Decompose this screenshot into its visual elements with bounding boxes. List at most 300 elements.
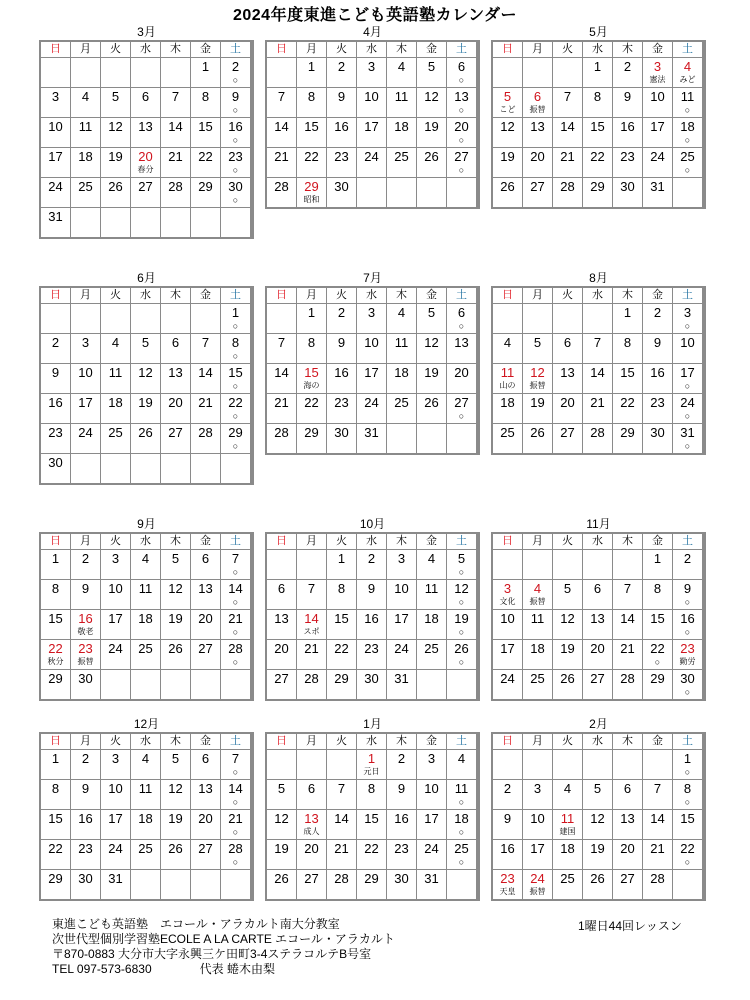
day-number: 15 <box>590 119 605 134</box>
month-grid <box>39 40 254 239</box>
day-cell <box>387 118 416 147</box>
day-cell <box>523 364 552 393</box>
day-number: 6 <box>307 781 316 796</box>
day-cell <box>673 148 702 177</box>
day-cell <box>297 178 326 207</box>
day-cell <box>673 780 702 809</box>
day-number: 15 <box>364 811 379 826</box>
day-number: 21 <box>228 811 243 826</box>
day-number: 20 <box>138 149 153 164</box>
day-number: 6 <box>171 335 180 350</box>
empty-cell <box>357 178 386 207</box>
day-cell <box>71 580 100 609</box>
day-number: 16 <box>334 119 349 134</box>
weekday-header: 日 <box>493 42 522 57</box>
day-number: 13 <box>198 781 213 796</box>
day-number: 6 <box>623 781 632 796</box>
day-cell <box>161 424 190 453</box>
day-number: 22 <box>650 641 665 656</box>
day-number: 20 <box>454 365 469 380</box>
day-number: 24 <box>364 149 379 164</box>
day-cell <box>71 870 100 899</box>
day-number: 12 <box>274 811 289 826</box>
day-cell <box>387 840 416 869</box>
day-cell <box>297 840 326 869</box>
day-cell <box>327 840 356 869</box>
month-label: 12月 <box>133 717 160 731</box>
day-cell <box>297 334 326 363</box>
day-cell <box>387 610 416 639</box>
day-cell <box>131 118 160 147</box>
empty-cell <box>101 670 130 699</box>
day-number: 9 <box>231 89 240 104</box>
day-cell <box>673 394 702 423</box>
day-cell <box>191 118 220 147</box>
school-info <box>52 917 395 977</box>
day-number: 18 <box>394 119 409 134</box>
day-number: 20 <box>590 641 605 656</box>
day-cell <box>493 640 522 669</box>
day-number: 20 <box>168 395 183 410</box>
weekday-header: 日 <box>41 288 70 303</box>
weekday-header: 火 <box>101 288 130 303</box>
day-cell <box>71 780 100 809</box>
weekday-header: 水 <box>583 734 612 749</box>
weekday-header: 水 <box>131 734 160 749</box>
lesson-mark: ○ <box>232 657 239 667</box>
day-cell <box>523 870 552 899</box>
day-number: 5 <box>111 89 120 104</box>
day-cell <box>493 394 522 423</box>
day-cell <box>327 640 356 669</box>
day-number: 23 <box>500 871 515 886</box>
day-number: 26 <box>530 425 545 440</box>
day-cell <box>267 640 296 669</box>
day-number: 17 <box>680 365 695 380</box>
day-cell <box>613 780 642 809</box>
weekday-header: 日 <box>41 42 70 57</box>
day-number: 5 <box>503 89 512 104</box>
day-cell <box>553 810 582 839</box>
day-cell <box>327 670 356 699</box>
day-cell <box>673 610 702 639</box>
weekday-header: 日 <box>41 534 70 549</box>
day-cell <box>417 640 446 669</box>
day-cell <box>493 334 522 363</box>
lesson-mark: ○ <box>232 827 239 837</box>
day-cell <box>417 780 446 809</box>
day-number: 1 <box>623 305 632 320</box>
day-cell <box>161 580 190 609</box>
empty-cell <box>161 670 190 699</box>
empty-cell <box>553 750 582 779</box>
weekday-header: 月 <box>523 734 552 749</box>
day-cell <box>221 780 250 809</box>
day-number: 31 <box>48 209 63 224</box>
day-number: 30 <box>78 871 93 886</box>
day-cell <box>101 810 130 839</box>
day-cell <box>327 58 356 87</box>
month-grid <box>265 532 480 701</box>
day-cell <box>583 580 612 609</box>
day-number: 18 <box>680 119 695 134</box>
day-cell <box>643 640 672 669</box>
day-number: 3 <box>683 305 692 320</box>
day-number: 13 <box>590 611 605 626</box>
day-number: 13 <box>530 119 545 134</box>
day-cell <box>131 364 160 393</box>
day-cell <box>417 304 446 333</box>
empty-cell <box>161 58 190 87</box>
day-number: 31 <box>424 871 439 886</box>
holiday-label: 憲法 <box>649 75 666 84</box>
day-number: 15 <box>334 611 349 626</box>
lesson-mark: ○ <box>232 567 239 577</box>
day-cell <box>357 334 386 363</box>
day-number: 6 <box>457 59 466 74</box>
lesson-mark: ○ <box>232 857 239 867</box>
empty-cell <box>71 58 100 87</box>
day-cell <box>297 580 326 609</box>
empty-cell <box>267 550 296 579</box>
day-cell <box>417 840 446 869</box>
day-cell <box>41 454 70 483</box>
day-cell <box>613 870 642 899</box>
day-cell <box>131 750 160 779</box>
day-number: 20 <box>620 841 635 856</box>
day-number: 3 <box>111 551 120 566</box>
day-number: 29 <box>198 179 213 194</box>
weekday-header: 木 <box>387 42 416 57</box>
day-number: 5 <box>427 59 436 74</box>
day-cell <box>357 870 386 899</box>
day-number: 22 <box>364 841 379 856</box>
day-cell <box>673 304 702 333</box>
day-number: 30 <box>48 455 63 470</box>
day-number: 25 <box>138 841 153 856</box>
day-number: 22 <box>680 841 695 856</box>
day-number: 28 <box>650 871 665 886</box>
lesson-mark: ○ <box>684 857 691 867</box>
day-number: 4 <box>111 335 120 350</box>
day-number: 6 <box>533 89 542 104</box>
day-number: 31 <box>650 179 665 194</box>
day-cell <box>583 334 612 363</box>
day-number: 9 <box>337 89 346 104</box>
holiday-label: 振替 <box>77 657 94 666</box>
day-cell <box>583 810 612 839</box>
day-cell <box>643 870 672 899</box>
day-number: 2 <box>337 59 346 74</box>
day-number: 15 <box>48 611 63 626</box>
weekday-header: 月 <box>523 42 552 57</box>
day-cell <box>553 334 582 363</box>
day-cell <box>357 424 386 453</box>
day-cell <box>327 304 356 333</box>
empty-cell <box>101 304 130 333</box>
day-cell <box>71 118 100 147</box>
empty-cell <box>673 870 702 899</box>
day-cell <box>673 670 702 699</box>
day-cell <box>387 670 416 699</box>
day-cell <box>553 118 582 147</box>
day-number: 14 <box>304 611 319 626</box>
day-cell <box>327 870 356 899</box>
day-number: 17 <box>364 119 379 134</box>
day-number: 23 <box>78 641 93 656</box>
day-number: 27 <box>138 179 153 194</box>
day-cell <box>327 580 356 609</box>
day-number: 3 <box>367 305 376 320</box>
day-number: 2 <box>397 751 406 766</box>
empty-cell <box>191 670 220 699</box>
day-number: 11 <box>530 611 545 626</box>
day-cell <box>553 148 582 177</box>
day-number: 17 <box>424 811 439 826</box>
weekday-header: 土 <box>447 534 476 549</box>
day-cell <box>387 550 416 579</box>
day-cell <box>357 750 386 779</box>
day-cell <box>387 58 416 87</box>
lesson-mark: ○ <box>232 597 239 607</box>
day-number: 27 <box>560 425 575 440</box>
day-cell <box>71 178 100 207</box>
day-number: 3 <box>367 59 376 74</box>
day-number: 22 <box>48 841 63 856</box>
day-cell <box>417 394 446 423</box>
day-number: 5 <box>427 305 436 320</box>
empty-cell <box>553 550 582 579</box>
day-number: 16 <box>650 365 665 380</box>
day-number: 19 <box>590 841 605 856</box>
empty-cell <box>191 208 220 237</box>
day-number: 4 <box>427 551 436 566</box>
day-number: 12 <box>560 611 575 626</box>
weekday-header: 土 <box>447 42 476 57</box>
day-number: 1 <box>307 305 316 320</box>
day-cell <box>523 580 552 609</box>
lesson-mark: ○ <box>232 195 239 205</box>
day-cell <box>673 424 702 453</box>
day-cell <box>101 550 130 579</box>
holiday-label: 振替 <box>529 597 546 606</box>
day-cell <box>673 840 702 869</box>
day-number: 17 <box>78 395 93 410</box>
day-number: 30 <box>334 425 349 440</box>
day-number: 11 <box>394 89 409 104</box>
day-number: 14 <box>620 611 635 626</box>
day-cell <box>131 148 160 177</box>
day-number: 24 <box>78 425 93 440</box>
day-number: 27 <box>620 871 635 886</box>
day-number: 7 <box>653 781 662 796</box>
day-number: 4 <box>533 581 542 596</box>
day-number: 30 <box>680 671 695 686</box>
holiday-label: 勤労 <box>679 657 696 666</box>
day-number: 11 <box>108 365 123 380</box>
lesson-mark: ○ <box>684 441 691 451</box>
weekday-header: 火 <box>553 42 582 57</box>
day-number: 31 <box>364 425 379 440</box>
weekday-header: 日 <box>267 42 296 57</box>
day-number: 21 <box>560 149 575 164</box>
day-number: 23 <box>680 641 695 656</box>
empty-cell <box>101 208 130 237</box>
day-cell <box>101 610 130 639</box>
day-number: 3 <box>503 581 512 596</box>
day-number: 10 <box>530 811 545 826</box>
lesson-mark: ○ <box>232 351 239 361</box>
holiday-label: 昭和 <box>303 195 320 204</box>
day-cell <box>41 178 70 207</box>
day-cell <box>493 88 522 117</box>
day-cell <box>417 610 446 639</box>
day-cell <box>643 810 672 839</box>
empty-cell <box>417 178 446 207</box>
day-cell <box>267 394 296 423</box>
weekday-header: 木 <box>161 734 190 749</box>
day-cell <box>553 88 582 117</box>
day-cell <box>417 750 446 779</box>
day-number: 9 <box>81 781 90 796</box>
day-cell <box>357 780 386 809</box>
lesson-mark: ○ <box>458 75 465 85</box>
day-number: 10 <box>680 335 695 350</box>
day-cell <box>297 88 326 117</box>
day-cell <box>387 148 416 177</box>
day-cell <box>357 58 386 87</box>
day-cell <box>71 810 100 839</box>
day-number: 1 <box>367 751 376 766</box>
day-number: 17 <box>48 149 63 164</box>
day-number: 30 <box>364 671 379 686</box>
day-cell <box>493 424 522 453</box>
day-cell <box>327 424 356 453</box>
day-number: 14 <box>228 581 243 596</box>
day-cell <box>643 364 672 393</box>
day-cell <box>161 118 190 147</box>
day-number: 2 <box>503 781 512 796</box>
day-cell <box>101 88 130 117</box>
day-cell <box>221 178 250 207</box>
day-cell <box>643 840 672 869</box>
day-number: 10 <box>108 581 123 596</box>
day-cell <box>267 424 296 453</box>
day-number: 16 <box>620 119 635 134</box>
empty-cell <box>131 670 160 699</box>
day-number: 14 <box>228 781 243 796</box>
day-number: 11 <box>680 89 695 104</box>
day-cell <box>161 840 190 869</box>
day-number: 16 <box>364 611 379 626</box>
day-cell <box>447 780 476 809</box>
day-cell <box>613 304 642 333</box>
day-cell <box>161 810 190 839</box>
day-number: 18 <box>138 611 153 626</box>
empty-cell <box>613 750 642 779</box>
day-number: 26 <box>168 641 183 656</box>
empty-cell <box>387 424 416 453</box>
day-cell <box>387 394 416 423</box>
day-number: 14 <box>590 365 605 380</box>
day-cell <box>327 178 356 207</box>
day-number: 13 <box>274 611 289 626</box>
day-number: 15 <box>48 811 63 826</box>
day-number: 7 <box>231 751 240 766</box>
weekday-header: 日 <box>267 734 296 749</box>
day-number: 31 <box>680 425 695 440</box>
day-cell <box>643 670 672 699</box>
phone-line: TEL 097-573-6830 代表 蜷木由梨 <box>52 962 275 976</box>
lesson-mark: ○ <box>232 441 239 451</box>
lesson-mark: ○ <box>458 597 465 607</box>
day-number: 20 <box>530 149 545 164</box>
empty-cell <box>267 750 296 779</box>
day-cell <box>131 640 160 669</box>
day-number: 11 <box>424 581 439 596</box>
weekday-header: 月 <box>71 734 100 749</box>
day-number: 26 <box>424 149 439 164</box>
day-cell <box>221 88 250 117</box>
day-cell <box>221 550 250 579</box>
day-number: 20 <box>198 611 213 626</box>
holiday-label: 振替 <box>529 105 546 114</box>
school-brand-line: 次世代型個別学習塾ECOLE A LA CARTE エコール・アラカルト <box>52 932 395 946</box>
day-number: 29 <box>228 425 243 440</box>
day-number: 6 <box>141 89 150 104</box>
day-cell <box>327 780 356 809</box>
day-number: 26 <box>168 841 183 856</box>
empty-cell <box>493 750 522 779</box>
day-cell <box>101 148 130 177</box>
month-label: 1月 <box>363 717 382 731</box>
empty-cell <box>447 424 476 453</box>
day-number: 17 <box>530 841 545 856</box>
day-cell <box>161 550 190 579</box>
day-number: 16 <box>228 119 243 134</box>
month-grid <box>39 286 254 485</box>
empty-cell <box>523 58 552 87</box>
day-cell <box>643 334 672 363</box>
weekday-header: 土 <box>673 288 702 303</box>
holiday-label: こど <box>499 105 516 114</box>
day-cell <box>447 840 476 869</box>
day-number: 20 <box>454 119 469 134</box>
day-number: 17 <box>500 641 515 656</box>
day-number: 8 <box>51 581 60 596</box>
weekday-header: 金 <box>191 534 220 549</box>
day-cell <box>297 58 326 87</box>
empty-cell <box>101 58 130 87</box>
day-number: 9 <box>397 781 406 796</box>
day-number: 6 <box>277 581 286 596</box>
empty-cell <box>493 550 522 579</box>
day-cell <box>357 394 386 423</box>
empty-cell <box>131 454 160 483</box>
day-cell <box>417 364 446 393</box>
day-cell <box>673 88 702 117</box>
empty-cell <box>673 178 702 207</box>
day-number: 1 <box>307 59 316 74</box>
day-cell <box>161 394 190 423</box>
lesson-mark: ○ <box>654 657 661 667</box>
lesson-mark: ○ <box>458 827 465 837</box>
weekday-header: 土 <box>221 42 250 57</box>
day-cell <box>357 610 386 639</box>
day-number: 4 <box>81 89 90 104</box>
day-cell <box>553 610 582 639</box>
day-cell <box>71 364 100 393</box>
